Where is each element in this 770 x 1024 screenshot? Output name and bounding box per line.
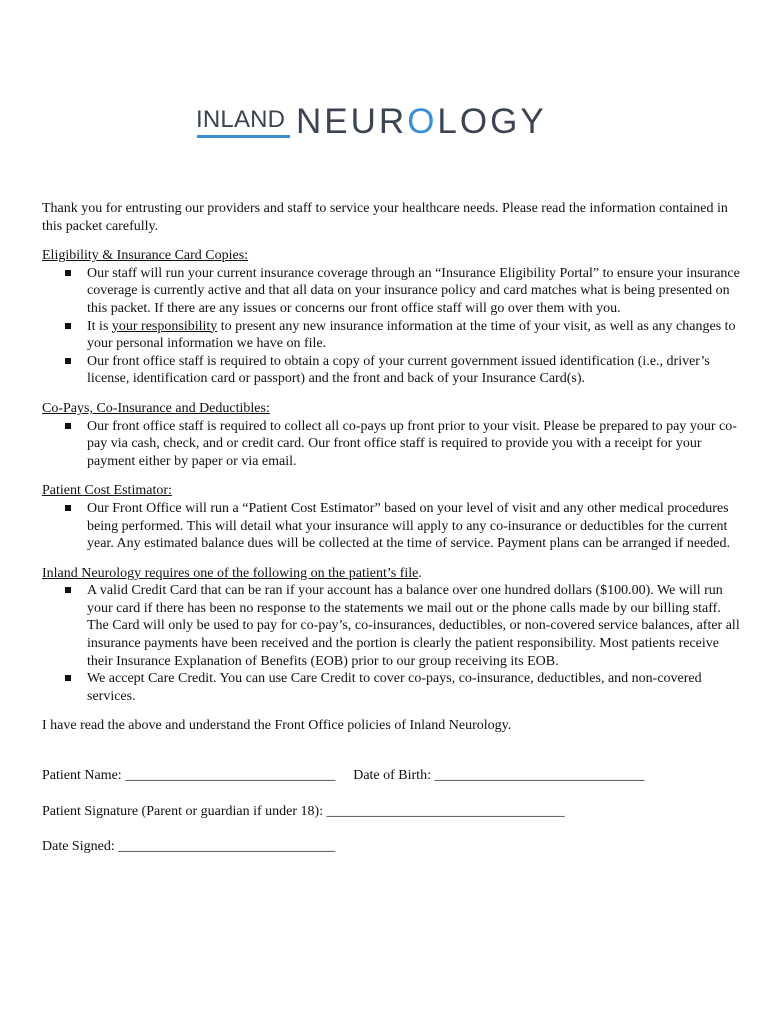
bullet-icon	[65, 505, 71, 511]
date-signed-field[interactable]: Date Signed: _______________________________	[42, 839, 336, 855]
section-title-copays: Co-Pays, Co-Insurance and Deductibles:	[42, 400, 270, 416]
document-body	[42, 200, 742, 874]
patient-signature-field[interactable]: Patient Signature (Parent or guardian if under 18): __________________________________	[42, 803, 565, 819]
bullet-icon	[65, 587, 71, 593]
list-item: A valid Credit Card that can be ran if your account has a balance over one hundred dollars ($100.00). We will run your card if there has been no response to the statements we mail out or the phone calls made by our billing staff. The Card will only be used to pay for co-pay’s, co-insurances, deductibles, or non-covered service balances, after all insurance payments have been received and the portion is clearly the patient responsibility. Most patients receive their Insurance Explanation of Benefits (EOB) prior to our group receiving its EOB.	[42, 582, 742, 670]
date-of-birth-field[interactable]: Date of Birth: ______________________________	[353, 768, 645, 784]
cost-estimator-list	[42, 500, 742, 553]
list-item: It is your responsibility to present any new insurance information at the time of your visit, as well as any changes to your personal information we have on file.	[42, 318, 742, 353]
section-title-requirements: Inland Neurology requires one of the following on the patient’s file.	[42, 565, 422, 581]
requirements-list	[42, 582, 742, 705]
list-item: Our front office staff is required to collect all co-pays up front prior to your visit. Please be prepared to pay your co-pay via cash, check, and or credit card. Our front office staff is required to provide you with a receipt for your payment either by paper or via email.	[42, 418, 742, 471]
acknowledgement-text: I have read the above and understand the Front Office policies of Inland Neurology.	[42, 718, 512, 734]
logo-inland-text: INLAND	[196, 106, 286, 133]
section-title-eligibility: Eligibility & Insurance Card Copies:	[42, 248, 249, 264]
list-item: Our Front Office will run a “Patient Cost Estimator” based on your level of visit and any other medical procedures being performed. This will detail what your insurance will apply to any co-insurance or deductibles for the current year. Any estimated balance dues will be collected at the time of service. Payment plans can be arranged if needed.	[42, 500, 742, 553]
date-signed-row	[42, 838, 742, 856]
logo-underline	[197, 135, 290, 138]
bullet-icon	[65, 675, 71, 681]
section-title-cost-estimator: Patient Cost Estimator:	[42, 483, 172, 499]
bullet-icon	[65, 323, 71, 329]
bullet-icon	[65, 358, 71, 364]
list-item: Our front office staff is required to obtain a copy of your current government issued identification (i.e., driver’s license, identification card or passport) and the front and back of your Insurance Card(s).	[42, 353, 742, 388]
list-item: Our staff will run your current insurance coverage through an “Insurance Eligibility Portal” to ensure your insurance coverage is currently active and that all data on your insurance policy and card matches what is being presented on this packet. If there are any issues or concerns our front office staff will go over them with you.	[42, 265, 742, 318]
list-item: We accept Care Credit. You can use Care Credit to cover co-pays, co-insurance, deductibles, and non-covered services.	[42, 670, 742, 705]
bullet-icon	[65, 270, 71, 276]
logo-neurology-text: NEUROLOGY	[296, 102, 547, 141]
signature-row	[42, 803, 742, 821]
eligibility-list	[42, 265, 742, 388]
name-dob-row	[42, 767, 742, 785]
your-responsibility-text: your responsibility	[111, 318, 218, 334]
patient-name-field[interactable]: Patient Name: ______________________________	[42, 768, 336, 784]
bullet-icon	[65, 423, 71, 429]
intro-paragraph: Thank you for entrusting our providers and staff to service your healthcare needs. Please read the information contained in this packet carefully.	[42, 201, 728, 234]
copays-list	[42, 418, 742, 471]
